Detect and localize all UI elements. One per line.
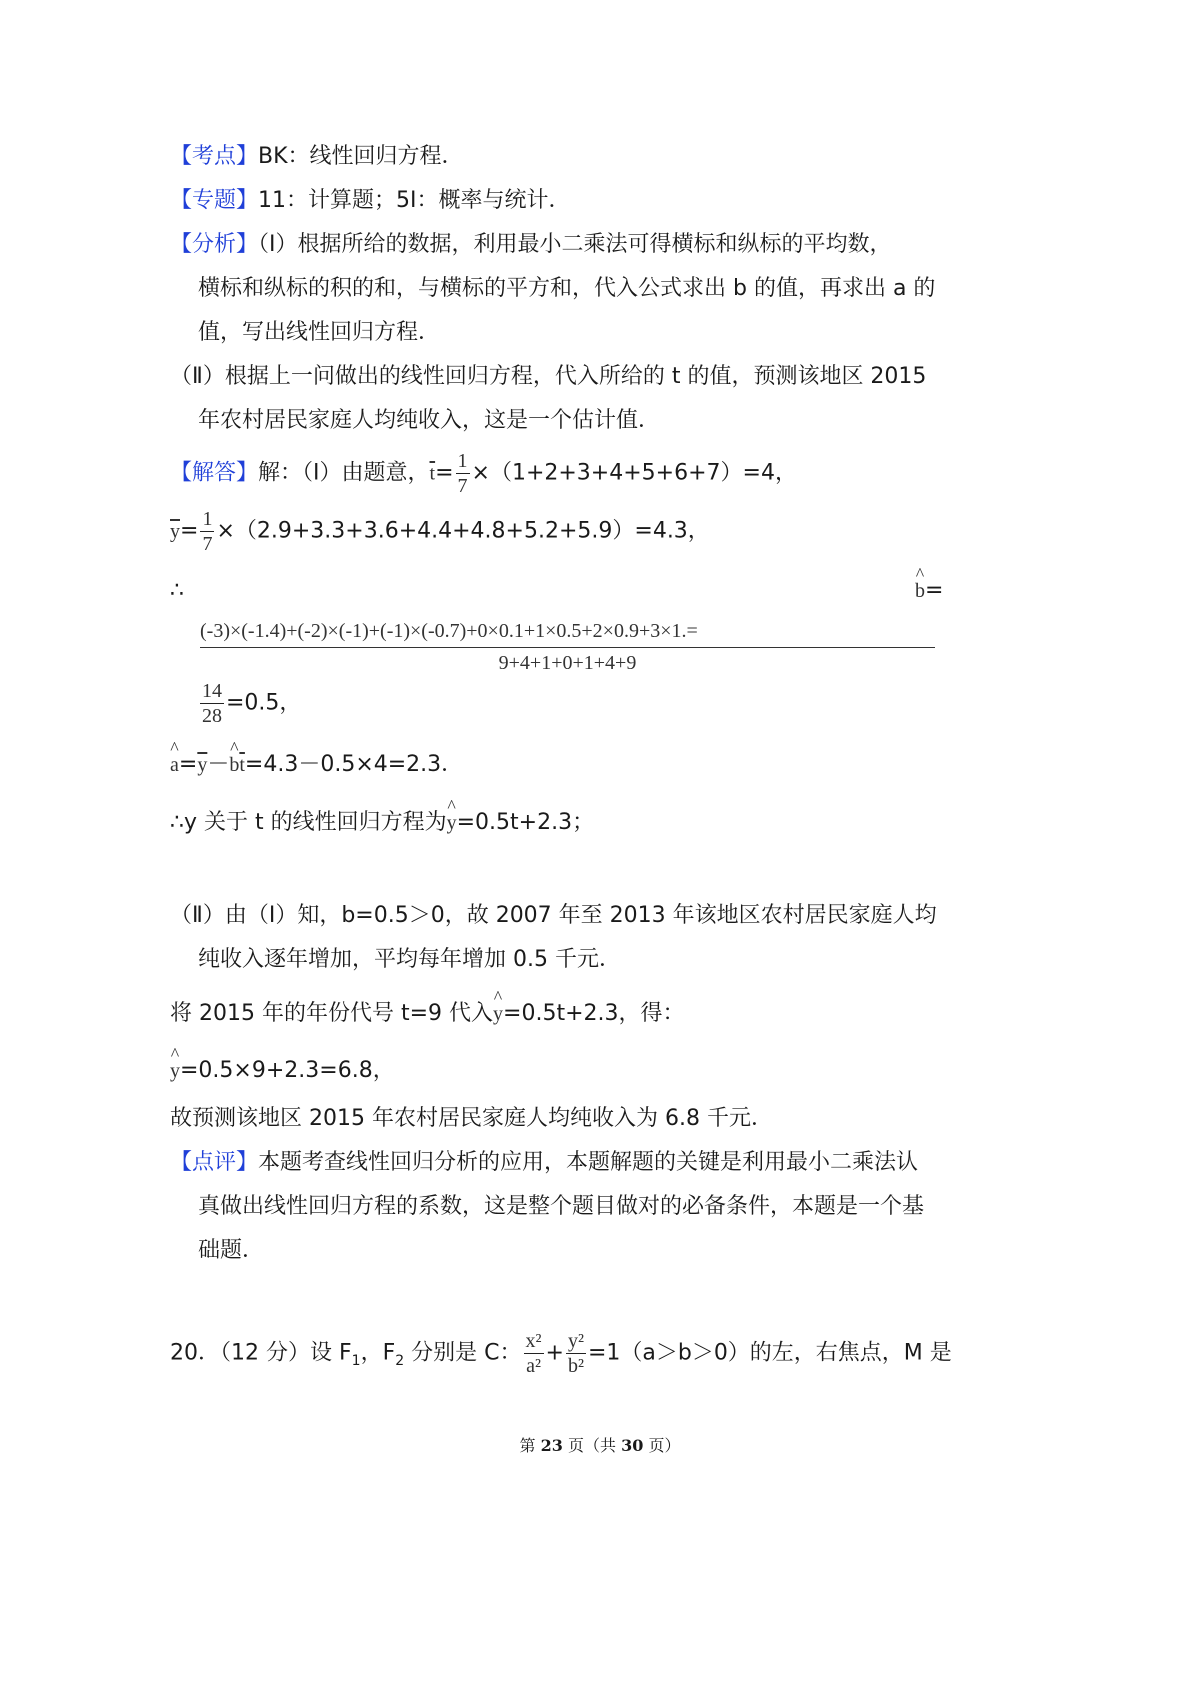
- b-formula-denominator: 9+4+1+0+1+4+9: [498, 652, 637, 674]
- b-result-tail: =0.5，: [226, 690, 302, 716]
- dianping-line-1: 【点评】本题考查线性回归分析的应用，本题解题的关键是利用最小二乘法认: [170, 1150, 919, 1175]
- part2-line-5: 故预测该地区 2015 年农村居民家庭人均纯收入为 6.8 千元．: [170, 1106, 773, 1131]
- y-mean-tail: ×（2.9+3.3+3.6+4.4+4.8+5.2+5.9）=4.3，: [216, 518, 710, 544]
- b-hat: ^ b: [915, 581, 925, 601]
- frac-num: 1: [457, 450, 468, 472]
- t-mean-tail: ×（1+2+3+4+5+6+7）=4，: [471, 460, 797, 486]
- question-20: 20．（12 分）设 $F_1$，$F_2$ 分别是 C： $\frac{\text{x²}}{\text{a²}}$ + $\frac{\text{y²}}{\text{b²}}$ =1（a＞b＞0）的左，右焦点，M 是: [170, 1330, 952, 1377]
- fenxi-line-1: [170, 234, 892, 256]
- part2-line-3: 将 2015 年的年份代号 t=9 代入^ y=0.5t+2.3，得：: [170, 1003, 685, 1025]
- frac-den: 7: [457, 475, 468, 497]
- fraction-y2-b2: $\frac{\text{y²}}{\text{b²}}$: [567, 1330, 584, 1377]
- b-formula-numerator: (-3)×(-1.4)+(-2)×(-1)+(-1)×(-0.7)+0×0.1+1×0.5+2×0.9+3×1.=: [200, 620, 935, 648]
- fraction-14-28: $\frac{14}{28}$: [202, 680, 222, 727]
- fenxi-tag: 【分析】: [170, 232, 259, 257]
- y-bar: $\overline{y}$: [170, 520, 180, 543]
- part2-line-4: ^ y=0.5×9+2.3=6.8，: [170, 1060, 395, 1082]
- part2-line-2: 纯收入逐年增加，平均每年增加 0.5 千元．: [198, 947, 621, 972]
- a-tbar: $\overline{t}$: [239, 754, 245, 776]
- page-total: 30: [621, 1436, 644, 1455]
- jieda-tag: 【解答】: [170, 460, 259, 486]
- dianping-line-2: 真做出线性回归方程的系数，这是整个题目做对的必备条件，本题是一个基: [198, 1194, 925, 1219]
- dianping-line-3: 础题．: [198, 1238, 265, 1263]
- b-formula-fraction: [200, 620, 935, 675]
- y-hat-3: ^ y: [170, 1061, 180, 1081]
- fenxi-text-1: （Ⅰ）根据所给的数据，利用最小二乘法可得横标和纵标的平均数，: [258, 232, 892, 257]
- fenxi-line-2: 横标和纵标的积的和，与横标的平方和，代入公式求出 b 的值，再求出 a 的: [198, 276, 936, 301]
- zhuanti-tag: 【专题】: [170, 188, 259, 213]
- a-ybar: $\overline{y}$: [197, 754, 208, 776]
- part2-line-1: （Ⅱ）由（Ⅰ）知，b=0.5＞0，故 2007 年至 2013 年该地区农村居民家庭人均: [170, 903, 937, 928]
- kaodian-line: [170, 146, 464, 168]
- a-result: =4.3－0.5×4=2.3．: [244, 752, 464, 777]
- a-hat: ^ a: [170, 755, 179, 775]
- zhuanti-line: [170, 190, 571, 212]
- dianping-tag: 【点评】: [170, 1150, 259, 1175]
- fenxi-line-4: （Ⅱ）根据上一问做出的线性回归方程，代入所给的 t 的值，预测该地区 2015: [170, 364, 927, 389]
- therefore-symbol: ∴: [170, 578, 184, 603]
- fraction-x2-a2: $\frac{\text{x²}}{\text{a²}}$: [525, 1330, 542, 1377]
- jieda-line-2: $\overline{y}=$ $\frac{1}{7}$ ×（2.9+3.3+3.6+4.4+4.8+5.2+5.9）=4.3，: [170, 508, 710, 555]
- b-result-line: [198, 680, 301, 727]
- zhuanti-text: 11：计算题；5I：概率与统计．: [258, 188, 571, 213]
- y-hat-2: ^ y: [493, 1004, 503, 1024]
- b-hat-label: ^ b=: [915, 580, 943, 602]
- a-bhat: ^ b: [229, 755, 239, 775]
- a-hat-line: ^ $a=\overline{y}-\^{}$ $b\overline{t}=4.3-0.5\times 4=2.3$．: [170, 754, 463, 776]
- fenxi-line-3: 值，写出线性回归方程．: [198, 320, 441, 345]
- page-footer: 第 23 页（共 30 页）: [519, 1436, 681, 1455]
- fenxi-line-5: 年农村居民家庭人均纯收入，这是一个估计值．: [198, 408, 661, 433]
- page-number: 23: [540, 1436, 563, 1455]
- jieda-intro: 解：（Ⅰ）由题意，: [258, 460, 430, 486]
- t-bar: $\overline{t}$: [429, 462, 436, 485]
- fraction-one-seventh-2: $\frac{1}{7}$: [202, 508, 213, 555]
- regression-eq-line: ∴y 关于 t 的线性回归方程为^ y=0.5t+2.3；: [170, 812, 594, 834]
- kaodian-text: BK：线性回归方程．: [258, 144, 464, 169]
- fraction-one-seventh: [456, 450, 470, 497]
- kaodian-tag: 【考点】: [170, 144, 259, 169]
- y-hat-1: ^ y: [447, 813, 457, 833]
- jieda-line-1: 【解答】解：（Ⅰ）由题意，$\overline{t}=$ $\frac{1}{7}$ ×（1+2+3+4+5+6+7）=4，: [170, 450, 797, 497]
